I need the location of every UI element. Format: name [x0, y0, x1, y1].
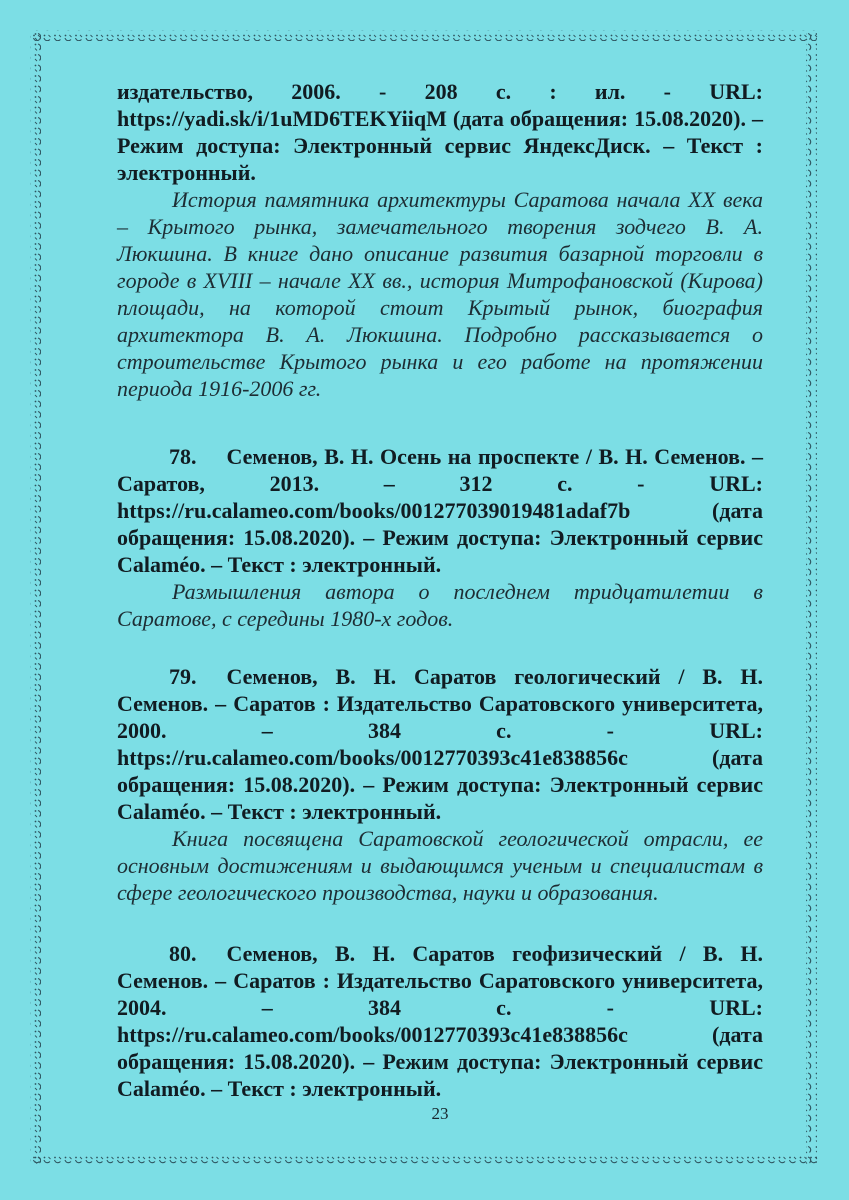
border-right — [806, 30, 817, 1164]
border-top — [30, 30, 818, 41]
bibliographic-record — [117, 663, 763, 825]
page-footer — [117, 1104, 763, 1124]
border-left — [30, 30, 41, 1164]
bibliographic-record-continuation: издательство, 2006. - 208 с. : ил. - URL: https://yadi.sk/i/1uMD6TEKYiiqM (дата обращения: 15.08.2020). – Режим доступа: Электронный сервис ЯндексДиск. – Текст : электронный. — [117, 79, 763, 185]
entry-number: 80. — [169, 941, 197, 966]
bibliography-entry-80 — [117, 940, 763, 1102]
entry-text: Семенов, В. Н. Саратов геофизический / В. Н. Семенов. – Саратов : Издательство Саратовского университета, 2004. – 384 с. - URL: https://ru.calameo.com/books/0012770393c41e838856c (дата обращения: 15.08.2020). – Режим доступа: Электронный сервис Calaméo. – Текст : электронный. — [117, 941, 763, 1101]
bibliography-entry-78 — [117, 443, 763, 632]
bibliography-entry-79 — [117, 663, 763, 906]
entry-text: Семенов, В. Н. Саратов геологический / В. Н. Семенов. – Саратов : Издательство Саратовского университета, 2000. – 384 с. - URL: https://ru.calameo.com/books/0012770393c41e838856c (дата обращения: 15.08.2020). – Режим доступа: Электронный сервис Calaméo. – Текст : электронный. — [117, 664, 763, 824]
entry-text: Семенов, В. Н. Осень на проспекте / В. Н. Семенов. – Саратов, 2013. – 312 с. - URL: https://ru.calameo.com/books/001277039019481adaf7b (дата обращения: 15.08.2020). – Режим доступа: Электронный сервис Calaméo. – Текст : электронный. — [117, 444, 763, 577]
entry-number: 79. — [169, 664, 197, 689]
page-number: 23 — [431, 1104, 449, 1123]
bibliography-text-block — [117, 78, 763, 1102]
annotation: Размышления автора о последнем тридцатилетии в Саратове, с середины 1980-х годов. — [117, 579, 763, 631]
border-bottom — [30, 1153, 818, 1164]
annotation-kryty-rynok: История памятника архитектуры Саратова начала XX века – Крытого рынка, замечательного творения зодчего В. А. Люкшина. В книге дано описание развития базарной торговли в городе в XVIII – начале XX вв., история Митрофановской (Кирова) площади, на которой стоит Крытый рынок, биография архитектора В. А. Люкшина. Подробно рассказывается о строительстве Крытого рынка и его работе на протяжении периода 1916-2006 гг. — [117, 187, 763, 401]
entry-number: 78. — [169, 444, 197, 469]
bibliographic-record — [117, 940, 763, 1102]
annotation: Книга посвящена Саратовской геологической отрасли, ее основным достижениям и выдающимся ученым и специалистам в сфере геологического производства, науки и образования. — [117, 826, 763, 905]
bibliographic-record — [117, 443, 763, 578]
